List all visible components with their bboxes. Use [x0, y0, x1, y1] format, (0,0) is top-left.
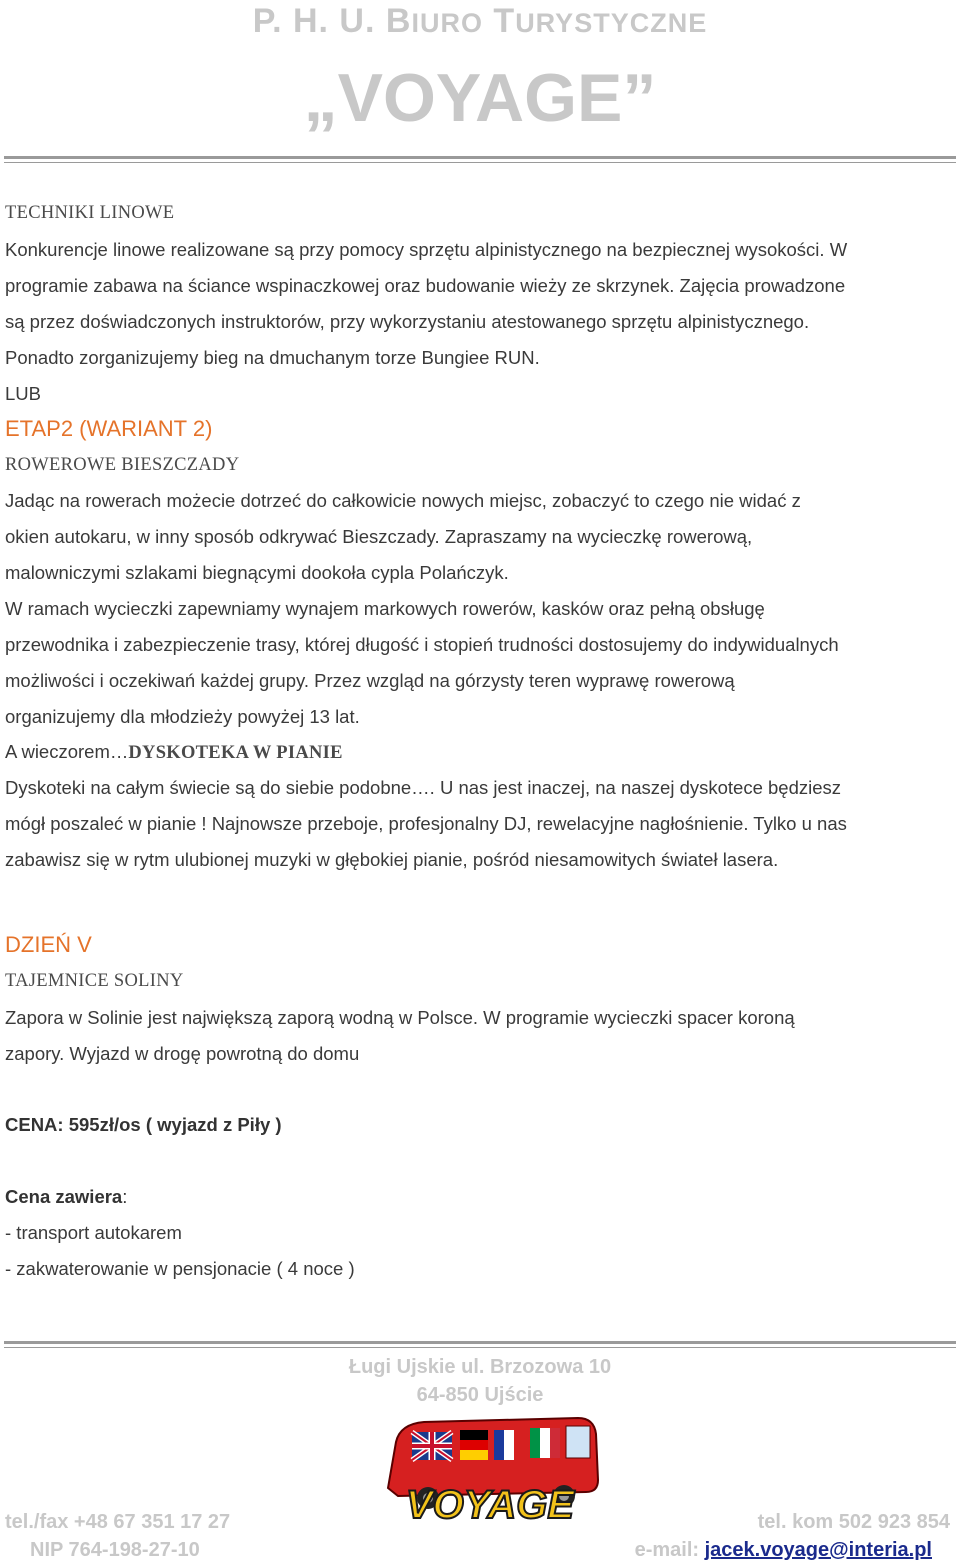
paragraph-line: organizujemy dla młodzieży powyżej 13 lat. [5, 706, 360, 727]
paragraph-line: Jadąc na rowerach możecie dotrzeć do całkowicie nowych miejsc, zobaczyć to czego nie widać z [5, 490, 801, 511]
paragraph-line: Zapora w Solinie jest największą zaporą wodną w Polsce. W programie wycieczki spacer koroną [5, 1007, 795, 1028]
includes-label: Cena zawiera: [5, 1186, 128, 1207]
section-heading-techniki: TECHNIKI LINOWE [5, 203, 175, 223]
paragraph-line: zabawisz się w rytm ulubionej muzyki w głębokiej pianie, pośród niesamowitych świateł lasera. [5, 849, 779, 870]
paragraph-line: malowniczymi szlakami biegnącymi dookoła cypla Polańczyk. [5, 562, 509, 583]
voyage-bus-logo [368, 1410, 612, 1526]
price: CENA: 595zł/os ( wyjazd z Piły ) [5, 1114, 282, 1135]
paragraph-line: Konkurencje linowe realizowane są przy pomocy sprzętu alpinistycznego na bezpiecznej wysokości. W [5, 239, 848, 260]
paragraph-line: Ponadto zorganizujemy bieg na dmuchanym torze Bungiee RUN. [5, 347, 540, 368]
paragraph-line: W ramach wycieczki zapewniamy wynajem markowych rowerów, kasków oraz pełną obsługę [5, 598, 765, 619]
section-heading-soliny: TAJEMNICE SOLINY [5, 971, 184, 991]
paragraph-line: okien autokaru, w inny sposób odkrywać Bieszczady. Zapraszamy na wycieczkę rowerową, [5, 526, 753, 547]
paragraph-line: Dyskoteki na całym świecie są do siebie podobne…. U nas jest inaczej, na naszej dyskotece będziesz [5, 777, 842, 798]
footer-divider-thin [4, 1347, 956, 1348]
mobile-phone: tel. kom 502 923 854 [757, 1511, 950, 1533]
disco-heading: DYSKOTEKA W PIANIE [128, 743, 343, 763]
paragraph-line: programie zabawa na ściance wspinaczkowej oraz budowanie wieży ze skrzynek. Zajęcia prowadzone [5, 275, 846, 296]
or-label: LUB [5, 383, 41, 404]
brand-title: „VOYAGE” [303, 60, 657, 136]
company-prefix: P. H. U. [252, 2, 386, 40]
email-line: e-mail: jacek.voyage@interia.pl [634, 1539, 932, 1561]
company-header: P. H. U. BIURO TURYSTYCZNE [252, 2, 708, 40]
paragraph-line: mógł poszaleć w pianie ! Najnowsze przeboje, profesjonalny DJ, rewelacyjne nagłośnienie. Tylko u nas [5, 813, 847, 834]
list-item: - transport autokarem [5, 1222, 182, 1243]
header-divider [4, 156, 956, 159]
paragraph-line: zapory. Wyjazd w drogę powrotną do domu [5, 1043, 360, 1064]
paragraph-line: możliwości i oczekiwań każdej grupy. Przez wzgląd na górzysty teren wyprawę rowerową [5, 670, 735, 691]
phone-fax: tel./fax +48 67 351 17 27 [5, 1511, 231, 1533]
email-link[interactable]: jacek.voyage@interia.pl [704, 1539, 932, 1561]
svg-text:VOYAGE: VOYAGE [405, 1483, 575, 1526]
evening-line: A wieczorem…DYSKOTEKA W PIANIE [5, 741, 343, 763]
list-item: - zakwaterowanie w pensjonacie ( 4 noce ) [5, 1258, 355, 1279]
stage-title: ETAP2 (WARIANT 2) [5, 416, 213, 441]
footer-divider [4, 1341, 956, 1344]
nip-number: NIP 764-198-27-10 [30, 1539, 200, 1561]
day-title: DZIEŃ V [5, 932, 92, 957]
address-city: 64-850 Ujście [416, 1384, 544, 1406]
address-street: Ługi Ujskie ul. Brzozowa 10 [348, 1356, 612, 1378]
header-divider-thin [4, 162, 956, 163]
section-heading-bieszczady: ROWEROWE BIESZCZADY [5, 455, 240, 475]
paragraph-line: są przez doświadczonych instruktorów, przy wykorzystaniu atestowanego sprzętu alpinistycznego. [5, 311, 810, 332]
paragraph-line: przewodnika i zabezpieczenie trasy, której długość i stopień trudności dostosujemy do indywidualnych [5, 634, 839, 655]
